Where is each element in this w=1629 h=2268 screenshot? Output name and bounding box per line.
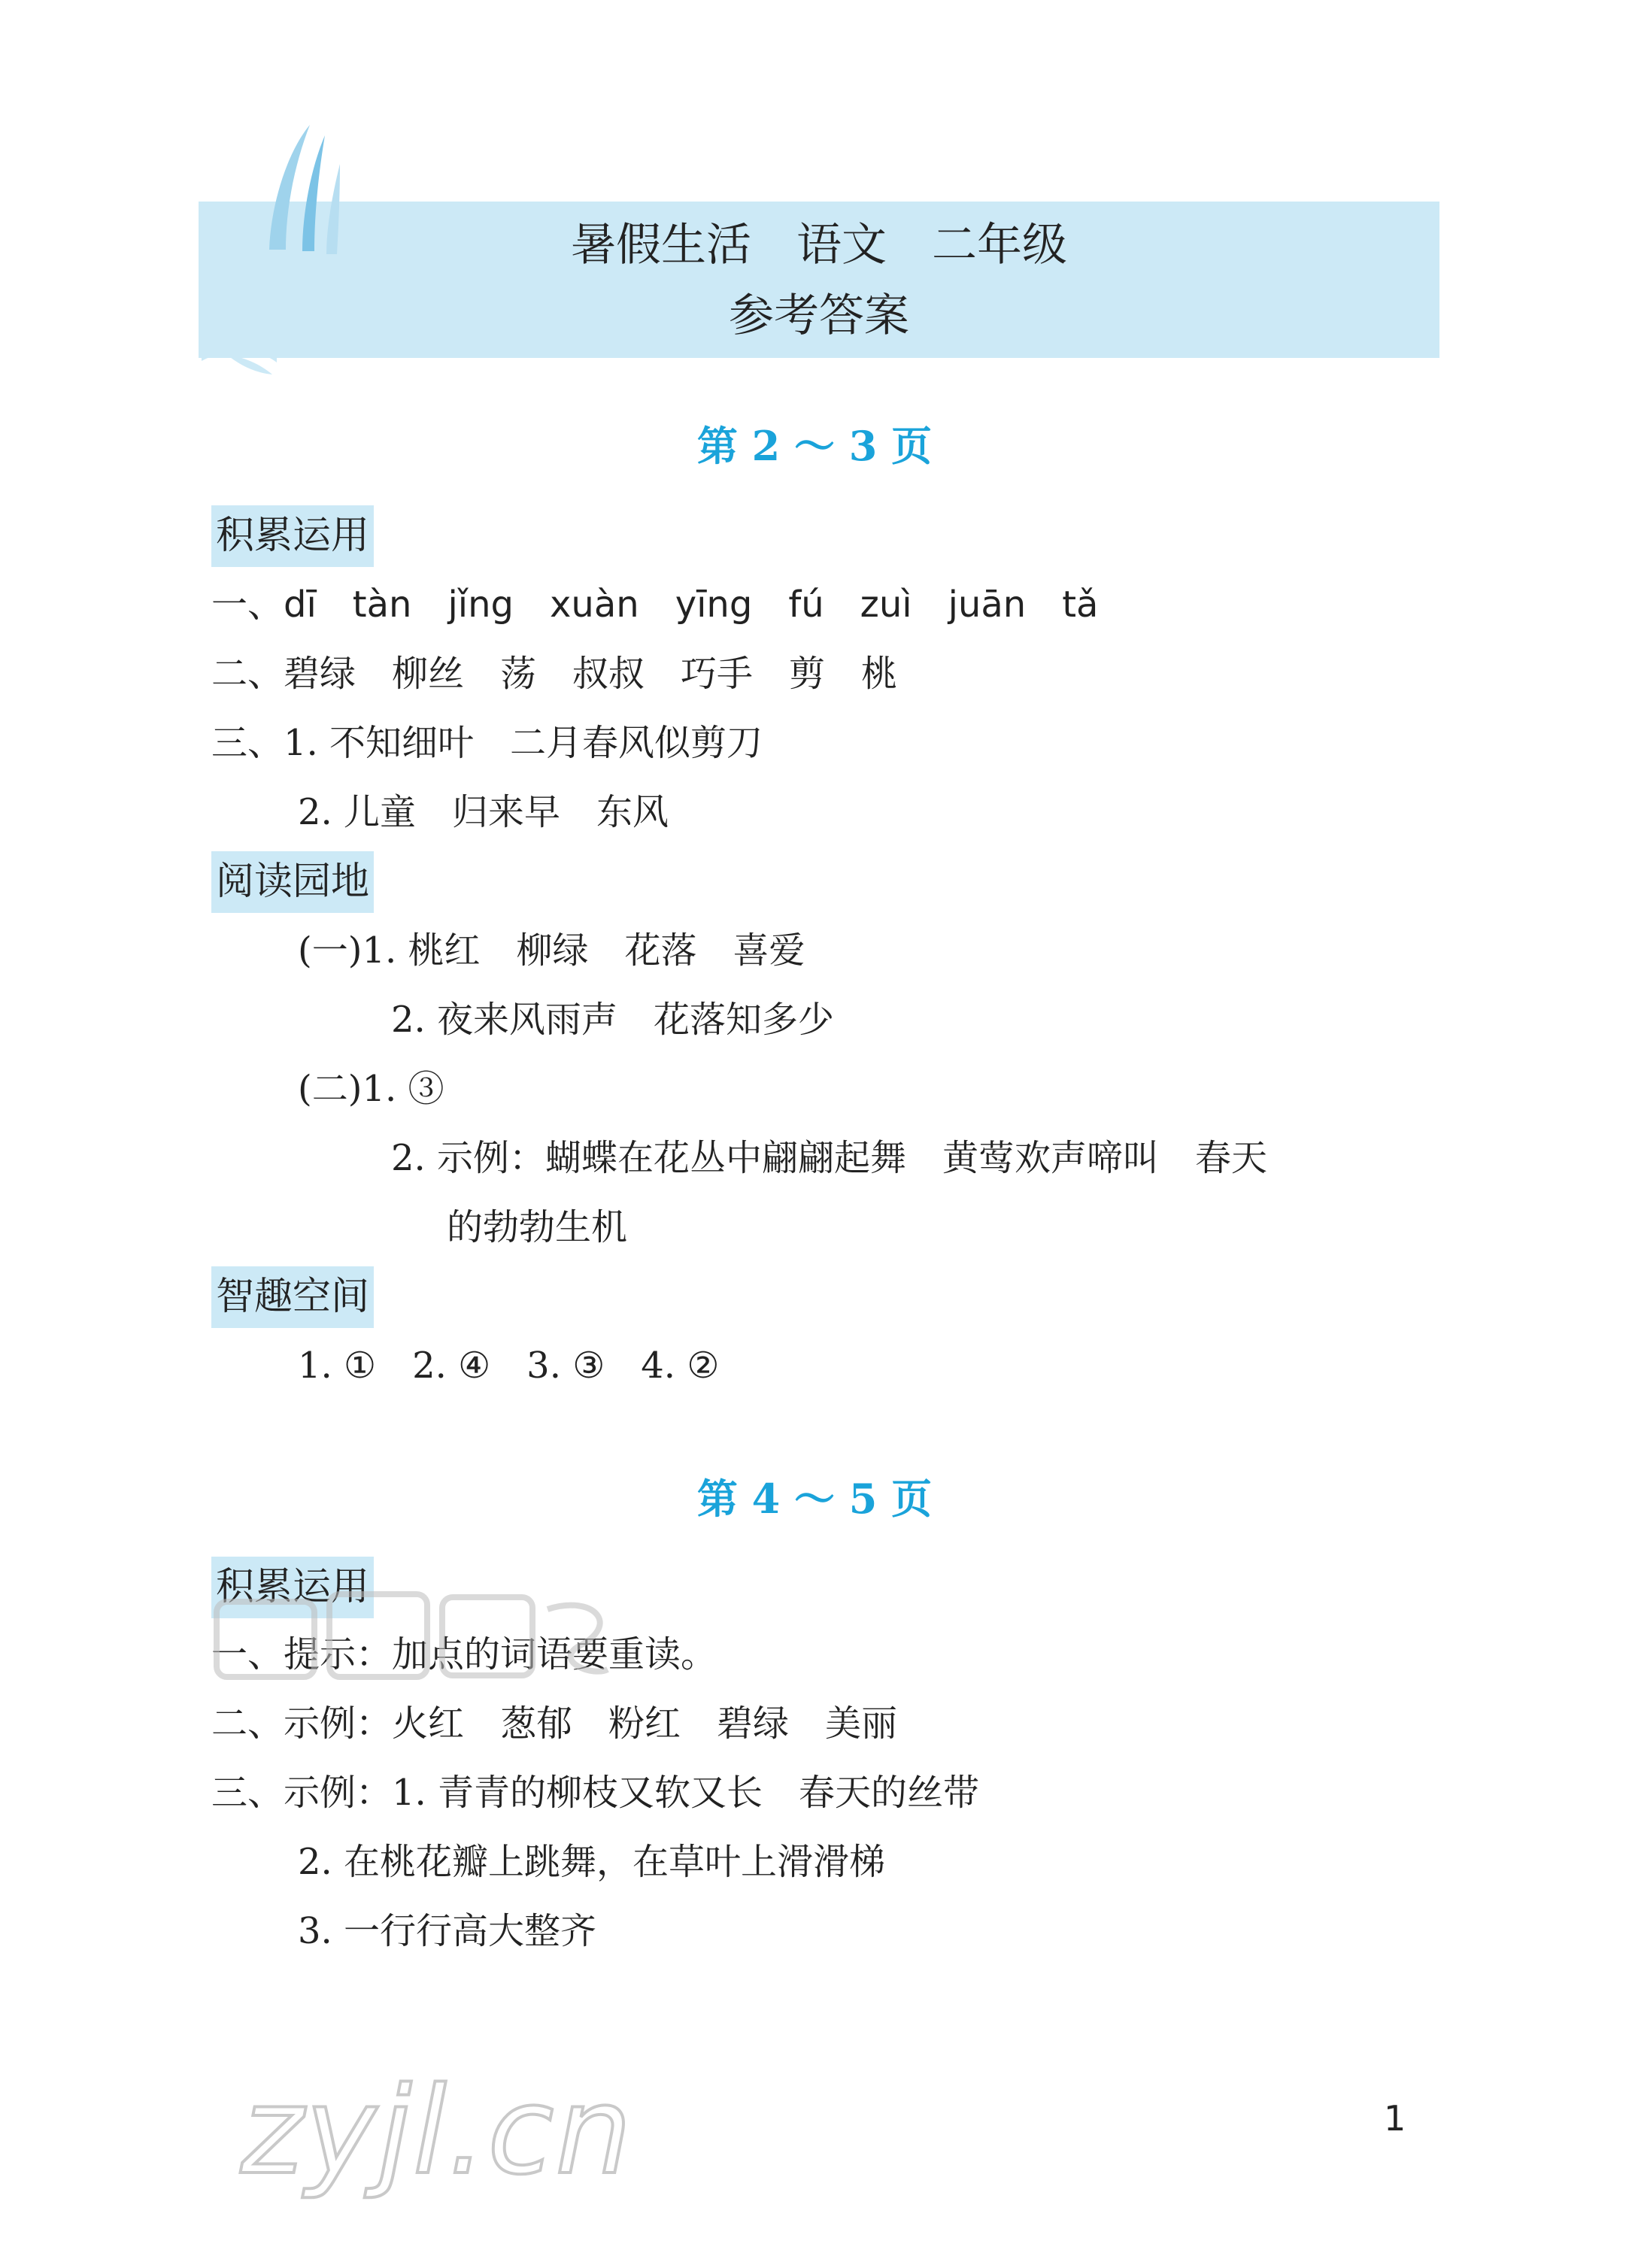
answer-line: 三、1. 不知细叶 二月春风似剪刀 xyxy=(211,722,763,764)
category-label: 阅读园地 xyxy=(211,851,374,913)
section-heading: 第 2 ～ 3 页 xyxy=(696,422,933,470)
page-title: 暑假生活 语文 二年级 xyxy=(571,219,1067,271)
watermark-stamp-icon xyxy=(202,1579,623,1692)
page-number: 1 xyxy=(1384,2098,1406,2139)
answer-line: (二)1. ③ xyxy=(298,1068,444,1110)
answer-line: 2. 儿童 归来早 东风 xyxy=(298,791,669,833)
answer-line: 1. ① 2. ④ 3. ③ 4. ② xyxy=(298,1345,720,1387)
watermark-site: zyjl.cn xyxy=(241,2060,633,2201)
answer-line: 二、示例：火红 葱郁 粉红 碧绿 美丽 xyxy=(211,1703,898,1745)
answer-line: 一、dī tàn jǐng xuàn yīng fú zuì juān tǎ xyxy=(211,584,1099,626)
category-label: 积累运用 xyxy=(211,1557,374,1618)
answer-line: 二、碧绿 柳丝 荡 叔叔 巧手 剪 桃 xyxy=(211,653,898,695)
answer-line: 2. 夜来风雨声 花落知多少 xyxy=(391,999,835,1041)
section-heading: 第 4 ～ 5 页 xyxy=(696,1475,933,1523)
answer-line: 3. 一行行高大整齐 xyxy=(298,1910,597,1952)
answer-line: 的勃勃生机 xyxy=(447,1206,628,1248)
category-label: 积累运用 xyxy=(211,505,374,567)
answer-line: (一)1. 桃红 柳绿 花落 喜爱 xyxy=(298,929,805,972)
answer-line: 三、示例：1. 青青的柳枝又软又长 春天的丝带 xyxy=(211,1772,980,1814)
page-subtitle: 参考答案 xyxy=(729,290,909,342)
answer-line: 2. 示例：蝴蝶在花丛中翩翩起舞 黄莺欢声啼叫 春天 xyxy=(391,1137,1268,1179)
category-label: 智趣空间 xyxy=(211,1266,374,1328)
answer-line: 一、提示：加点的词语要重读。 xyxy=(211,1633,717,1675)
answer-line: 2. 在桃花瓣上跳舞，在草叶上滑滑梯 xyxy=(298,1841,886,1883)
